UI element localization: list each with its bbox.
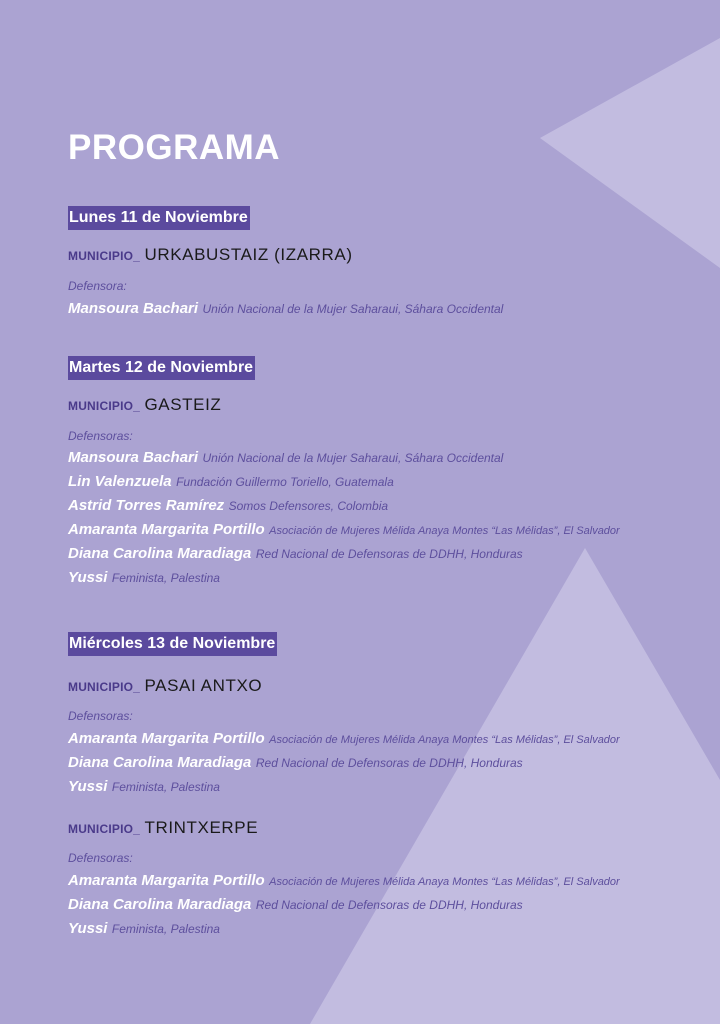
bottom-triangle — [310, 548, 720, 1024]
municipio-label: MUNICIPIO_ — [68, 249, 141, 263]
defensora-name: Diana Carolina Maradiaga — [68, 545, 252, 562]
defensora-affiliation: Feminista, Palestina — [111, 922, 220, 936]
municipio-line — [68, 676, 262, 697]
municipio-line — [68, 395, 221, 416]
defensora-entry — [68, 777, 220, 797]
municipio-label: MUNICIPIO_ — [68, 822, 141, 836]
defensora-entry — [68, 895, 523, 915]
defensora-entry — [68, 753, 523, 773]
defensora-name: Diana Carolina Maradiaga — [68, 896, 252, 913]
defensoras-label: Defensora: — [68, 279, 127, 293]
defensora-name: Yussi — [68, 569, 108, 586]
day-heading: Martes 12 de Noviembre — [68, 356, 255, 380]
defensora-entry — [68, 299, 503, 319]
defensora-name: Astrid Torres Ramírez — [68, 497, 225, 514]
defensoras-label: Defensoras: — [68, 709, 133, 723]
defensora-name: Mansoura Bachari — [68, 449, 199, 466]
defensora-affiliation: Asociación de Mujeres Mélida Anaya Montes “Las Mélidas”, El Salvador — [269, 876, 620, 888]
page-title: PROGRAMA — [68, 128, 281, 167]
municipio-line — [68, 245, 353, 266]
defensora-entry — [68, 919, 220, 939]
defensora-affiliation: Asociación de Mujeres Mélida Anaya Montes “Las Mélidas”, El Salvador — [269, 525, 620, 537]
defensora-affiliation: Red Nacional de Defensoras de DDHH, Honduras — [255, 547, 523, 561]
municipio-name: GASTEIZ — [144, 395, 222, 414]
municipio-name: TRINTXERPE — [144, 818, 259, 837]
defensora-name: Yussi — [68, 920, 108, 937]
municipio-line — [68, 818, 258, 839]
defensora-affiliation: Fundación Guillermo Toriello, Guatemala — [176, 475, 394, 489]
defensora-entry — [68, 729, 620, 750]
municipio-label: MUNICIPIO_ — [68, 399, 141, 413]
municipio-name: PASAI ANTXO — [144, 676, 263, 695]
defensora-entry — [68, 472, 394, 492]
defensora-affiliation: Red Nacional de Defensoras de DDHH, Honduras — [255, 898, 523, 912]
day-heading: Miércoles 13 de Noviembre — [68, 632, 277, 656]
defensora-affiliation: Feminista, Palestina — [111, 571, 220, 585]
defensora-affiliation: Somos Defensores, Colombia — [228, 499, 389, 513]
defensora-entry — [68, 871, 620, 892]
defensoras-label: Defensoras: — [68, 429, 133, 443]
defensora-entry — [68, 520, 620, 541]
defensora-affiliation: Unión Nacional de la Mujer Saharaui, Sáhara Occidental — [202, 451, 504, 465]
day-heading: Lunes 11 de Noviembre — [68, 206, 250, 230]
defensora-name: Diana Carolina Maradiaga — [68, 754, 252, 771]
defensora-name: Amaranta Margarita Portillo — [68, 521, 265, 538]
defensoras-label: Defensoras: — [68, 851, 133, 865]
defensora-entry — [68, 568, 220, 588]
defensora-affiliation: Unión Nacional de la Mujer Saharaui, Sáhara Occidental — [202, 302, 504, 316]
defensora-affiliation: Feminista, Palestina — [111, 780, 220, 794]
defensora-name: Yussi — [68, 778, 108, 795]
defensora-name: Amaranta Margarita Portillo — [68, 730, 265, 747]
defensora-affiliation: Red Nacional de Defensoras de DDHH, Honduras — [255, 756, 523, 770]
top-right-triangle — [540, 38, 720, 268]
municipio-label: MUNICIPIO_ — [68, 680, 141, 694]
defensora-entry — [68, 496, 388, 516]
defensora-name: Mansoura Bachari — [68, 300, 199, 317]
defensora-entry — [68, 448, 503, 468]
municipio-name: URKABUSTAIZ (IZARRA) — [144, 245, 353, 264]
defensora-name: Amaranta Margarita Portillo — [68, 872, 265, 889]
defensora-entry — [68, 544, 523, 564]
defensora-name: Lin Valenzuela — [68, 473, 172, 490]
defensora-affiliation: Asociación de Mujeres Mélida Anaya Montes “Las Mélidas”, El Salvador — [269, 734, 620, 746]
